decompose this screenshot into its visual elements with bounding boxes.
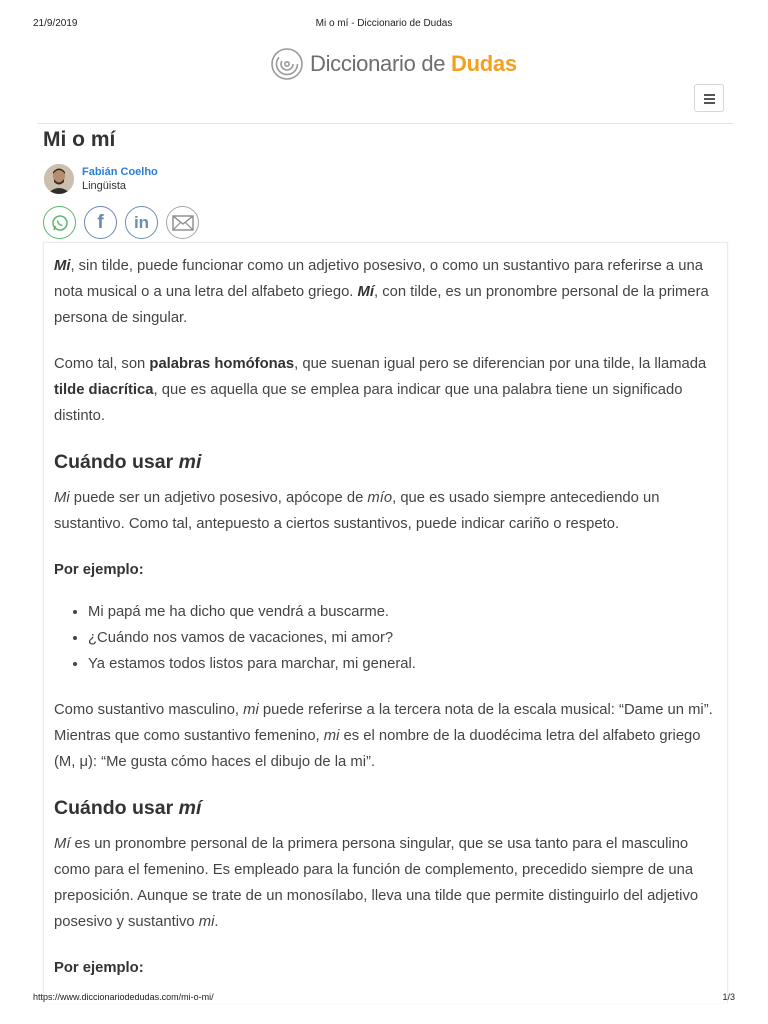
menu-button[interactable]	[694, 84, 724, 112]
section-heading-mi	[54, 449, 714, 475]
spiral-logo-icon	[270, 47, 304, 81]
hamburger-menu-icon-bar	[704, 102, 715, 104]
site-wordmark	[310, 51, 517, 77]
italic-term: mi	[243, 702, 259, 718]
author-role: Lingüista	[82, 180, 127, 192]
print-date: 21/9/2019	[33, 18, 78, 29]
heading-term: mi	[178, 451, 202, 473]
email-share-button[interactable]	[166, 206, 199, 239]
paragraph-text: puede ser un adjetivo posesivo, apócope de	[69, 490, 368, 506]
facebook-share-button[interactable]	[84, 206, 117, 239]
print-page-title: Mi o mí - Diccionario de Dudas	[315, 18, 453, 29]
whatsapp-icon	[51, 214, 69, 232]
section-heading-mi-tilde	[54, 795, 714, 821]
homophones-paragraph	[54, 351, 714, 429]
example-label: Por ejemplo:	[54, 562, 144, 578]
list-item: • Ya estamos todos listos para marchar, mi general.	[88, 651, 714, 677]
list-item: • Mi papá me ha dicho que vendrá a buscarme.	[88, 599, 714, 625]
print-footer	[0, 992, 768, 1006]
intro-text: , con tilde, es un pronombre personal de la primera persona de singular.	[54, 284, 709, 326]
paragraph-text: , que es usado siempre antecediendo un sustantivo. Como tal, antepuesto a ciertos sustantivos, puede indicar cariño o respeto.	[54, 490, 660, 532]
paragraph-text: es un pronombre personal de la primera persona singular, que se usa tanto para el masculino como para el femenino. Es empleado para la función de complemento, precedido siempre de una preposición. Aunque se trate de un monosílabo, lleva una tilde que permite distinguirlo del adjetivo posesivo y sustantivo	[54, 836, 699, 930]
italic-term: mi	[198, 914, 215, 930]
intro-text: , sin tilde, puede funcionar como un adjetivo posesivo, o como un sustantivo para referirse a una nota musical o a una letra del alfabeto griego.	[54, 258, 703, 300]
linkedin-icon: in	[133, 212, 150, 232]
paragraph-text: es el nombre de la duodécima letra del alfabeto griego (Μ, μ): “Me gusta cómo haces el dibujo de la mi”.	[54, 728, 701, 770]
heading-text: Cuándo usar	[54, 797, 179, 819]
author-avatar[interactable]	[44, 164, 74, 194]
header-divider	[38, 123, 734, 124]
site-logo[interactable]	[270, 46, 517, 82]
heading-term: mí	[178, 797, 202, 819]
intro-paragraph	[54, 253, 714, 331]
term-mi: Mi	[54, 258, 71, 274]
section2-paragraph	[54, 831, 714, 935]
italic-term: Mí	[54, 836, 71, 852]
print-url: https://www.diccionariodedudas.com/mi-o-mi/	[33, 992, 214, 1002]
wordmark-regular: Diccionario de	[310, 51, 452, 76]
section1-noun-paragraph	[54, 697, 714, 775]
hamburger-menu-icon-bar	[704, 98, 715, 100]
bold-term: tilde diacrítica	[54, 382, 154, 398]
heading-text: Cuándo usar	[54, 451, 179, 473]
hamburger-menu-icon	[704, 94, 715, 96]
paragraph-text: , que es aquella que se emplea para indicar que una palabra tiene un significado distinto.	[54, 382, 683, 424]
print-page-number: 1/3	[722, 992, 735, 1002]
italic-term: Mi	[54, 490, 70, 506]
paragraph-text: , que suenan igual pero se diferencian por una tilde, la llamada	[294, 356, 707, 372]
article-content	[43, 242, 728, 1003]
author-name-link[interactable]: Fabián Coelho	[82, 166, 158, 178]
person-avatar-icon	[44, 164, 74, 194]
paragraph-text: puede referirse a la tercera nota de la escala musical: “Dame un mi”. Mientras que como sustantivo femenino,	[54, 702, 713, 744]
whatsapp-share-button[interactable]	[43, 206, 76, 239]
section1-paragraph	[54, 485, 714, 537]
email-icon	[172, 215, 194, 231]
example-label: Por ejemplo:	[54, 960, 144, 976]
example-list	[54, 599, 714, 677]
print-header	[0, 18, 768, 32]
paragraph-text: Como tal, son	[54, 356, 150, 372]
paragraph-text: .	[214, 914, 219, 930]
facebook-icon: f	[97, 211, 104, 233]
wordmark-bold: Dudas	[451, 51, 517, 76]
italic-term: mío	[367, 490, 393, 506]
italic-term: mi	[323, 728, 340, 744]
term-mi-tilde: Mí	[357, 284, 374, 300]
linkedin-share-button[interactable]	[125, 206, 158, 239]
bold-term: palabras homófonas	[149, 356, 295, 372]
paragraph-text: Como sustantivo masculino,	[54, 702, 244, 718]
list-item: • ¿Cuándo nos vamos de vacaciones, mi amor?	[88, 625, 714, 651]
article-title: Mi o mí	[43, 128, 116, 151]
